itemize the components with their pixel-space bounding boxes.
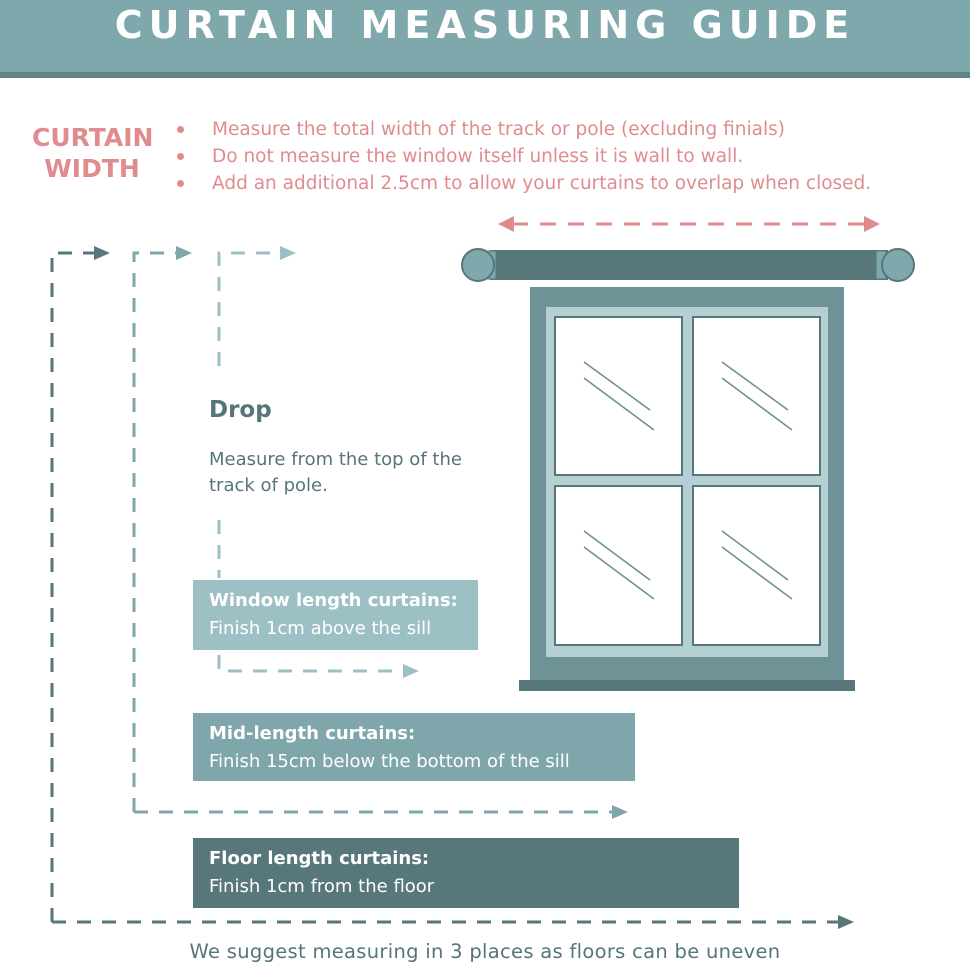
footer-note: We suggest measuring in 3 places as floors can be uneven bbox=[189, 940, 781, 963]
floor-length-desc: Finish 1cm from the floor bbox=[209, 876, 435, 897]
window-icon bbox=[519, 287, 855, 691]
floor-length-title: Floor length curtains: bbox=[209, 848, 430, 869]
mid-length-desc: Finish 15cm below the bottom of the sill bbox=[209, 751, 570, 772]
window-length-title: Window length curtains: bbox=[209, 590, 458, 611]
mid-length-title: Mid-length curtains: bbox=[209, 723, 416, 744]
drop-title: Drop bbox=[209, 397, 272, 423]
window-length-box bbox=[193, 580, 478, 650]
curtain-width-heading-line2: WIDTH bbox=[44, 154, 140, 183]
floor-length-box bbox=[193, 838, 739, 908]
page-title: CURTAIN MEASURING GUIDE bbox=[114, 3, 856, 47]
mid-length-box bbox=[193, 713, 635, 781]
curtain-width-heading-line1: CURTAIN bbox=[32, 123, 154, 152]
width-arrow-icon bbox=[498, 216, 880, 232]
bullet-item: Measure the total width of the track or pole (excluding finials) bbox=[170, 116, 871, 143]
curtain-pole-icon bbox=[462, 249, 914, 281]
drop-description: Measure from the top of the track of pole. bbox=[209, 449, 462, 496]
window-length-desc: Finish 1cm above the sill bbox=[209, 618, 432, 639]
bullet-item: Add an additional 2.5cm to allow your curtains to overlap when closed. bbox=[170, 170, 871, 197]
bullet-item: Do not measure the window itself unless it is wall to wall. bbox=[170, 143, 871, 170]
